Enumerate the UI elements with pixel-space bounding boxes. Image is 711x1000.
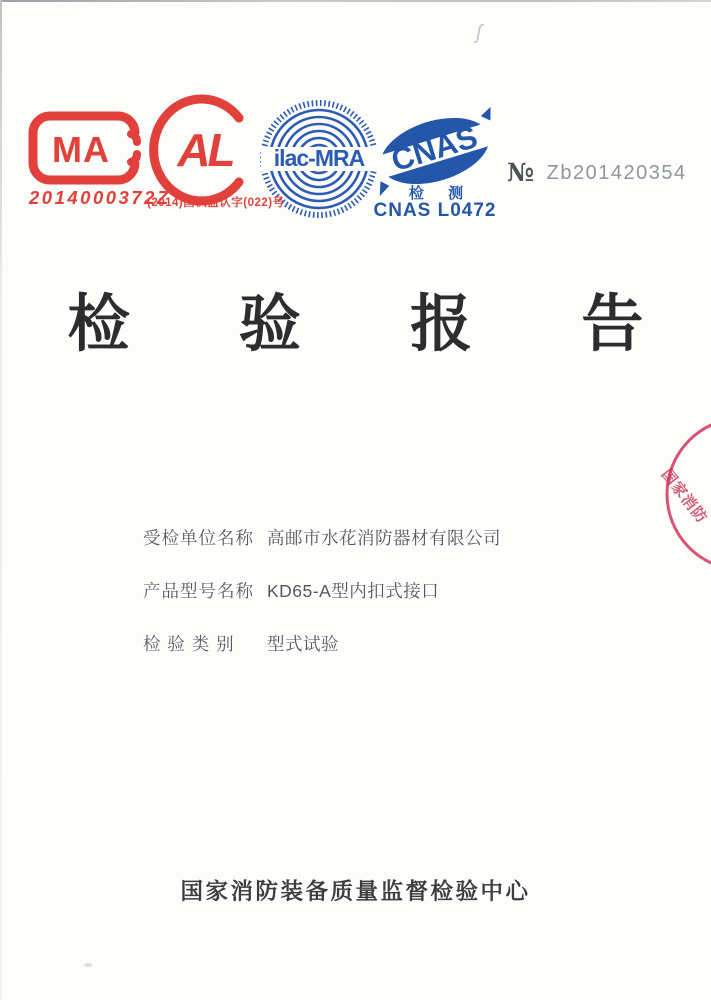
cal-approval-number: (2014)国认监认字(022)号 (147, 197, 285, 209)
report-number-value: Zb201420354 (546, 162, 687, 184)
field-row-product-model (143, 578, 613, 603)
seal-visible-text: 国家消防 (657, 465, 711, 527)
field-value: 高邮市水花消防器材有限公司 (267, 528, 501, 548)
cma-logo-icon (27, 106, 143, 195)
scan-dot (84, 963, 92, 967)
report-number (507, 158, 687, 187)
field-value: 型式试验 (267, 634, 339, 654)
numero-sign: № (507, 158, 535, 187)
ilac-mra-label: ilac-MRA (273, 145, 365, 171)
cnas-mark-type: 检 测 (408, 185, 474, 202)
cma-letters: MA (52, 129, 110, 170)
field-label: 检 验 类 别 (143, 634, 235, 654)
report-title: 检 验 报 告 (67, 290, 690, 359)
cma-license-number: 2014000372Z (29, 187, 171, 208)
field-label: 受检单位名称 (143, 528, 254, 548)
field-label: 产品型号名称 (143, 581, 254, 601)
field-row-inspected-unit (143, 525, 613, 550)
official-seal-stamp (640, 412, 711, 577)
scan-top-edge (0, 0, 711, 2)
cal-letters: AL (177, 124, 233, 176)
cnas-letters: CNAS (387, 119, 482, 179)
scan-left-edge (0, 0, 2, 1000)
issuing-organization: 国家消防装备质量监督检验中心 (180, 879, 531, 904)
scan-smudge: ʃ (476, 22, 482, 44)
cnas-logo-icon (371, 103, 503, 230)
field-row-inspection-category (143, 631, 613, 656)
report-fields (143, 525, 613, 684)
cnas-accreditation-no: CNAS L0472 (373, 200, 497, 221)
field-value: KD65-A型内扣式接口 (267, 581, 440, 601)
